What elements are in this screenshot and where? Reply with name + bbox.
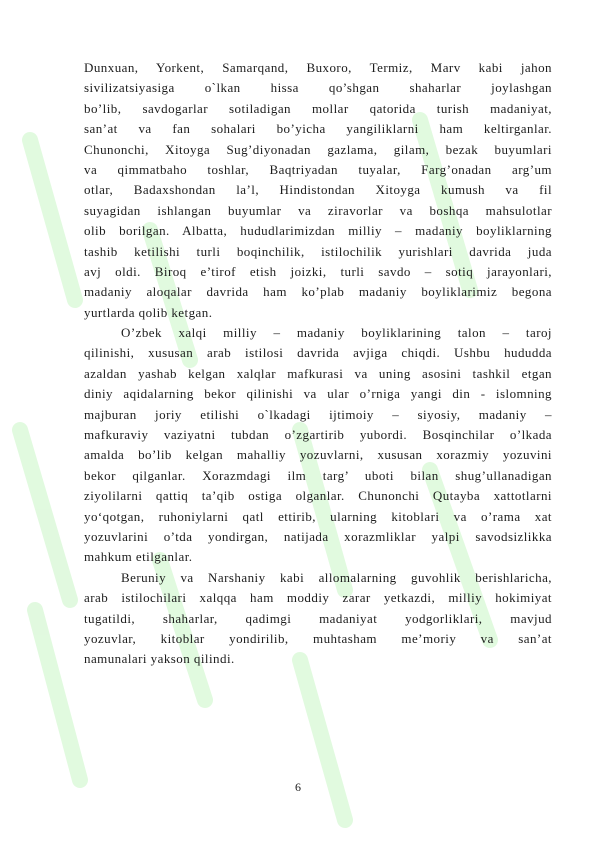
text-line: yozuvlar, kitoblar yondirilib, muhtasham me’moriy va san’at <box>84 630 552 646</box>
text-line: mahkum etilganlar. <box>84 549 193 565</box>
text-line: Chunonchi, Xitoyga Sug’diyonadan gazlama, gilam, bezak buyumlari <box>84 141 552 157</box>
body-text <box>84 58 552 670</box>
text-line: azaldan yashab kelgan xalqlar mafkurasi va uning asosini tashkil etgan <box>84 365 552 381</box>
text-line: san’at va fan sohalari bo’yicha yangiliklarni ham keltirganlar. <box>84 121 552 137</box>
text-line: yo‘qotgan, ruhoniylarni qatl ettirib, ularning kitoblari va o’rama xat <box>84 508 552 524</box>
text-line: diniy aqidalarning bekor qilinishi va ular o’rniga yangi din - islomning <box>84 386 552 402</box>
text-line: mafkuraviy vaziyatni tubdan o’zgartirib yubordi. Bosqinchilar o’lkada <box>84 427 552 443</box>
text-line: sivilizatsiyasiga o`lkan hissa qo’shgan shaharlar joylashgan <box>84 80 552 96</box>
page-number: 6 <box>295 780 301 794</box>
text-line: O’zbek xalqi milliy – madaniy boyliklarining talon – taroj <box>121 325 552 341</box>
text-line: Beruniy va Narshaniy kabi allomalarning guvohlik berishlaricha, <box>121 569 552 585</box>
text-line: va qimmatbaho toshlar, Baqtriyadan tuyalar, Farg’onadan arg’um <box>84 161 552 177</box>
text-line: bekor qilganlar. Xorazmdagi ilm targ’ uboti bilan shug’ullanadigan <box>84 467 552 483</box>
text-line: majburan joriy etilishi o`lkadagi ijtimoiy – siyosiy, madaniy – <box>84 406 552 422</box>
text-line: arab istilochilari xalqqa ham moddiy zarar yetkazdi, milliy hokimiyat <box>84 590 552 606</box>
text-line: yozuvlarini o’tda yondirgan, natijada xorazmliklar yalpi savodsizlikka <box>84 528 552 544</box>
text-line: qilinishi, xususan arab istilosi davrida avjiga chiqdi. Ushbu hududda <box>84 345 552 361</box>
text-line: namunalari yakson qilindi. <box>84 651 235 667</box>
paragraph <box>84 323 552 568</box>
text-line: suyagidan ishlangan buyumlar va ziravorlar va boshqa mahsulotlar <box>84 202 552 218</box>
text-line: tugatildi, shaharlar, qadimgi madaniyat yodgorliklari, mavjud <box>84 610 552 626</box>
text-line: madaniy aloqalar davrida ham ko’plab madaniy boyliklarimiz begona <box>84 284 552 300</box>
text-line: bo’lib, savdogarlar sotiladigan mollar qatorida turish madaniyat, <box>84 100 552 116</box>
text-line: olib borilgan. Albatta, hududlarimizdan milliy – madaniy boyliklarning <box>84 223 552 239</box>
text-line: avj oldi. Biroq e’tirof etish joizki, turli savdo – sotiq jarayonlari, <box>84 263 552 279</box>
text-line: tashib ketilishi turli boqinchilik, istilochilik yurishlari davrida juda <box>84 243 552 259</box>
text-line: Dunxuan, Yorkent, Samarqand, Buxoro, Termiz, Marv kabi jahon <box>84 60 552 75</box>
text-line: ziyolilarni qattiq ta’qib ostiga olganlar. Chunonchi Qutayba xattotlarni <box>84 488 552 504</box>
paragraph <box>84 58 552 323</box>
text-line: yurtlarda qolib ketgan. <box>84 304 213 320</box>
text-line: otlar, Badaxshondan la’l, Hindistondan Xitoyga kumush va fil <box>84 182 552 198</box>
paragraph <box>84 568 552 670</box>
text-line: amalda bo’lib kelgan mahalliy yozuvlarni, xususan xorazmiy yozuvini <box>84 447 552 463</box>
